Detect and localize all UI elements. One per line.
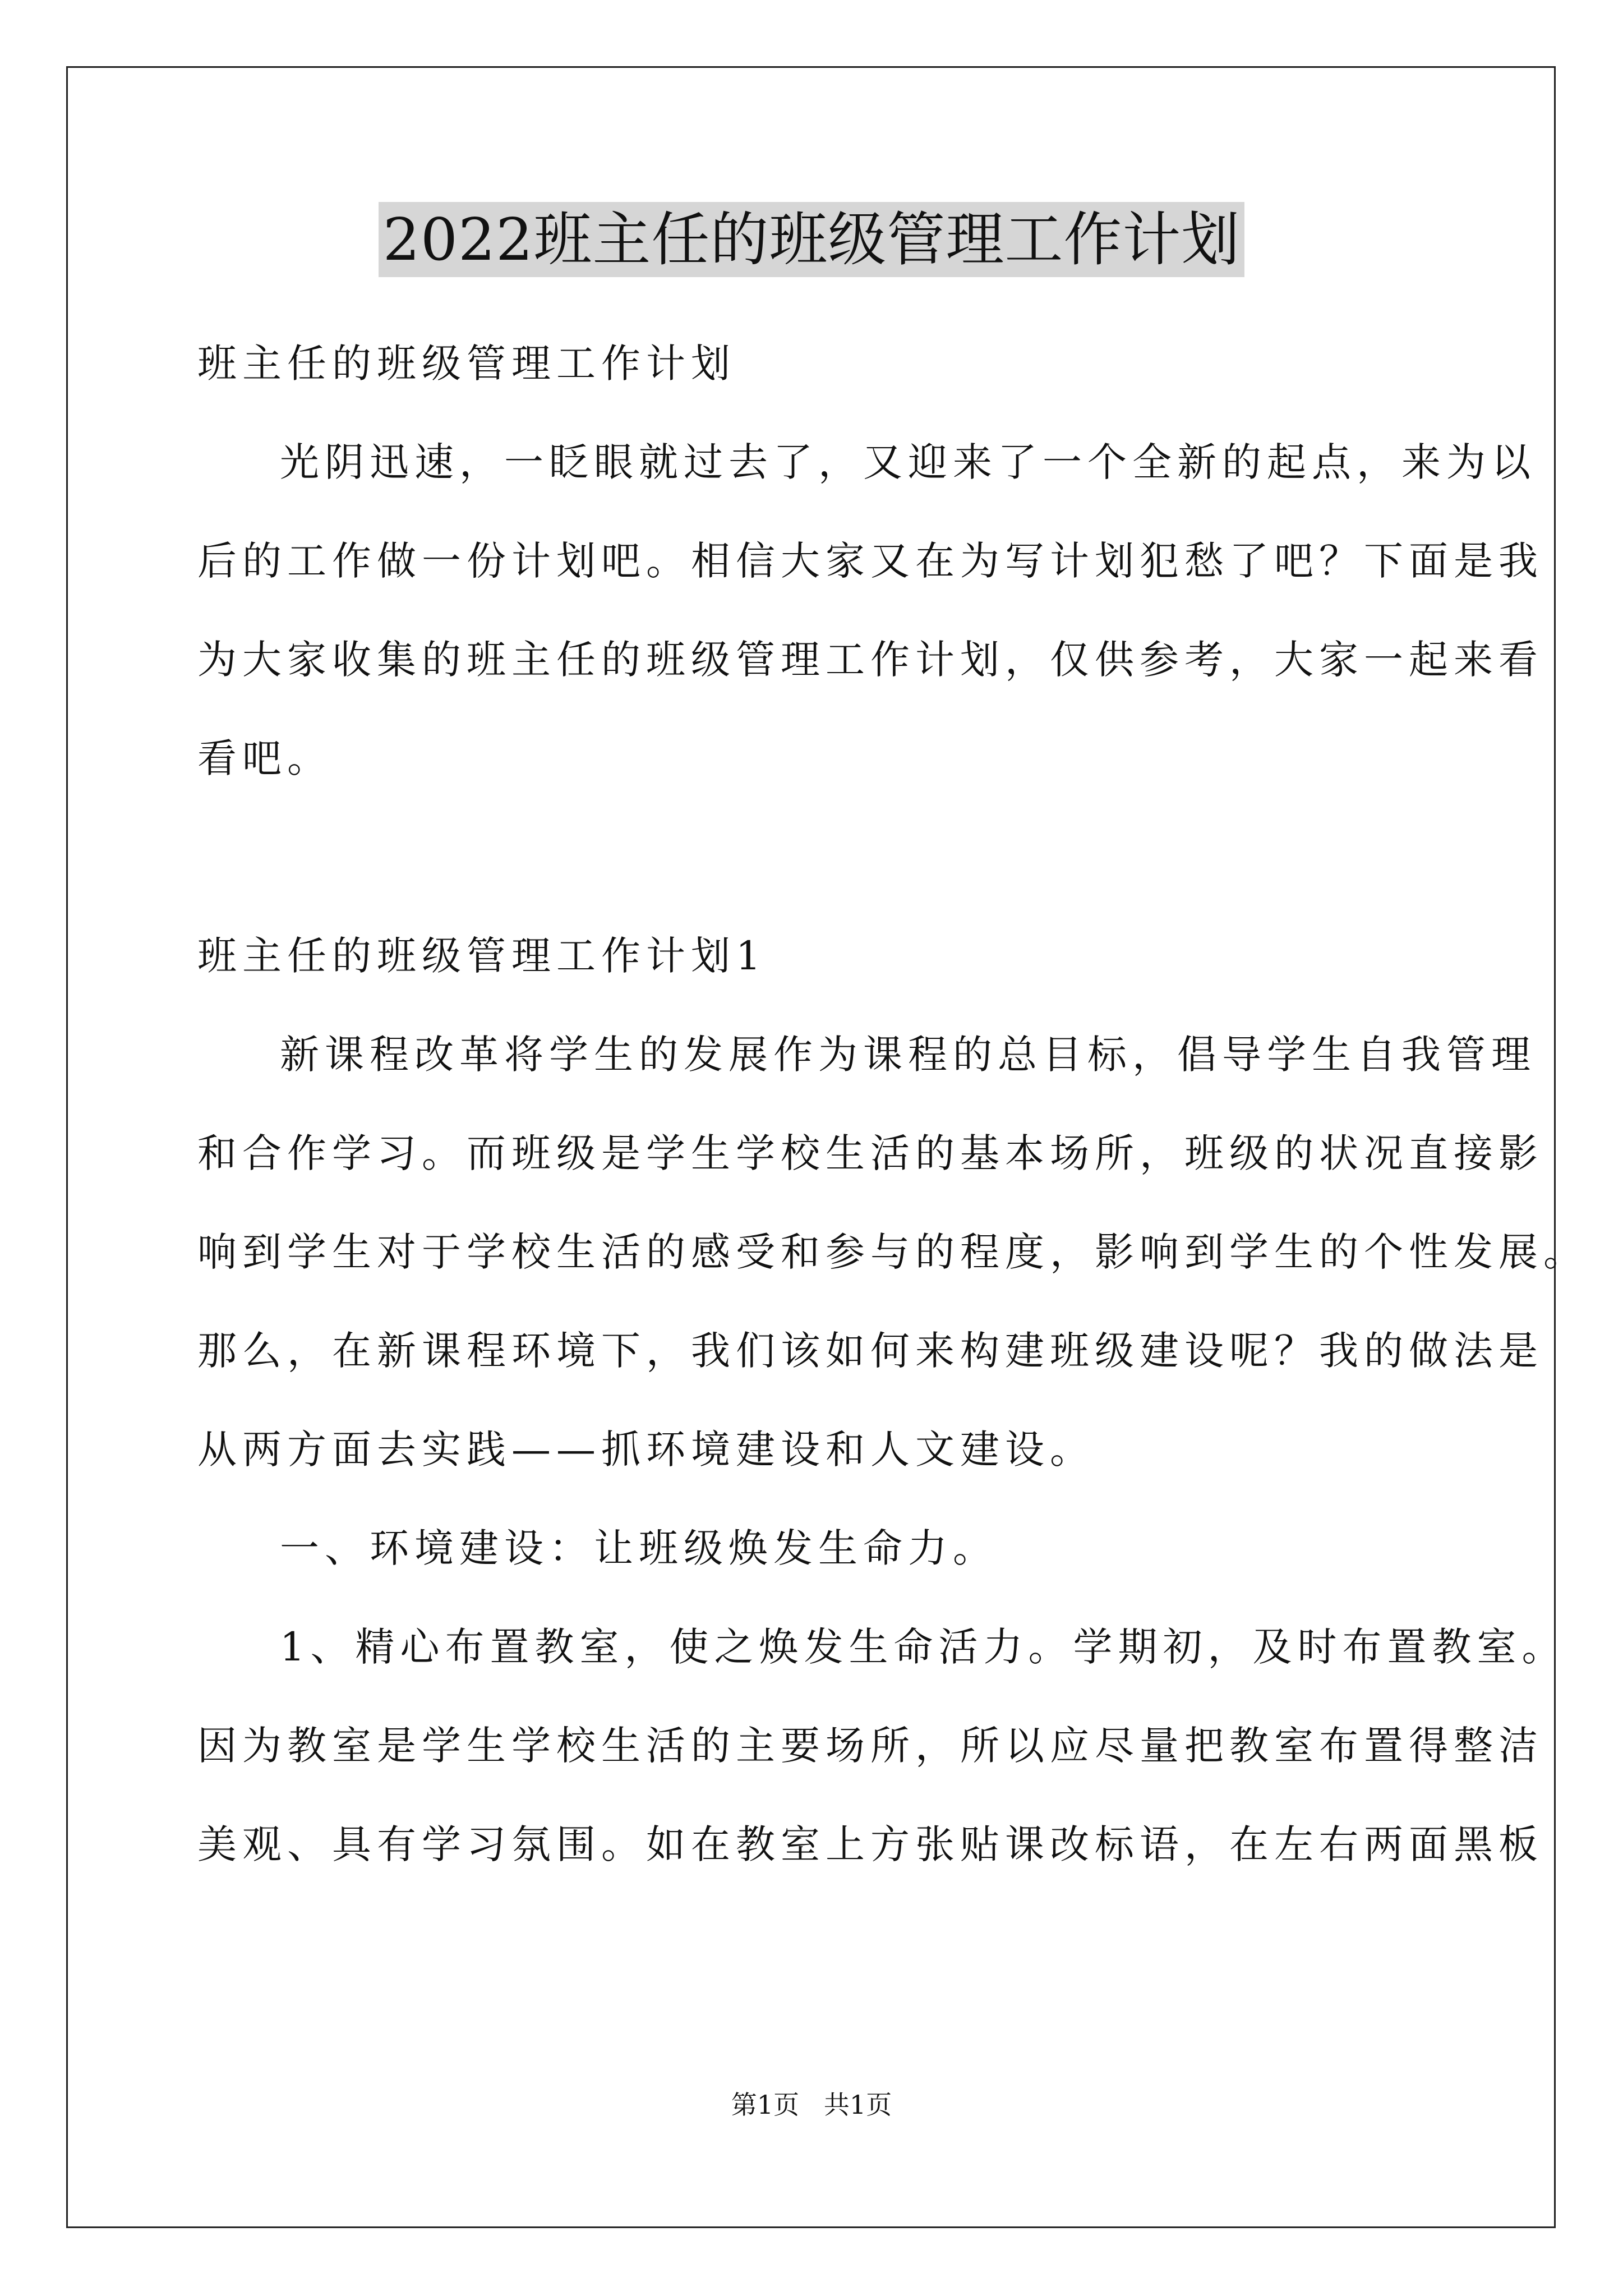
paragraph-line: 那么，在新课程环境下，我们该如何来构建班级建设呢？我的做法是 xyxy=(197,1328,1543,1374)
section-heading: 班主任的班级管理工作计划 xyxy=(197,341,736,386)
paragraph-line: 1、精心布置教室，使之焕发生命活力。学期初，及时布置教室。 xyxy=(280,1624,1567,1670)
title-area xyxy=(0,202,1623,277)
subheading-line: 一、环境建设：让班级焕发生命力。 xyxy=(280,1525,998,1571)
paragraph-line: 和合作学习。而班级是学生学校生活的基本场所，班级的状况直接影 xyxy=(197,1130,1543,1176)
paragraph-line: 因为教室是学生学校生活的主要场所，所以应尽量把教室布置得整洁 xyxy=(197,1723,1543,1769)
paragraph-line: 为大家收集的班主任的班级管理工作计划，仅供参考，大家一起来看 xyxy=(197,637,1543,683)
paragraph-line: 光阴迅速，一眨眼就过去了，又迎来了一个全新的起点，来为以 xyxy=(280,439,1536,485)
paragraph-line: 响到学生对于学校生活的感受和参与的程度，影响到学生的个性发展。 xyxy=(197,1229,1588,1275)
page-footer: 第1页 共1页 xyxy=(731,2090,892,2120)
paragraph-line: 从两方面去实践——抓环境建设和人文建设。 xyxy=(197,1427,1095,1473)
paragraph-line: 新课程改革将学生的发展作为课程的总目标，倡导学生自我管理 xyxy=(280,1032,1536,1078)
document-body xyxy=(197,314,1588,1894)
section-heading: 班主任的班级管理工作计划1 xyxy=(197,933,767,979)
document-title: 2022班主任的班级管理工作计划 xyxy=(379,202,1245,277)
spacer xyxy=(197,808,1440,907)
paragraph-line: 美观、具有学习氛围。如在教室上方张贴课改标语，在左右两面黑板 xyxy=(197,1821,1543,1867)
paragraph-line: 后的工作做一份计划吧。相信大家又在为写计划犯愁了吧？下面是我 xyxy=(197,538,1543,584)
paragraph-line: 看吧。 xyxy=(197,735,332,781)
